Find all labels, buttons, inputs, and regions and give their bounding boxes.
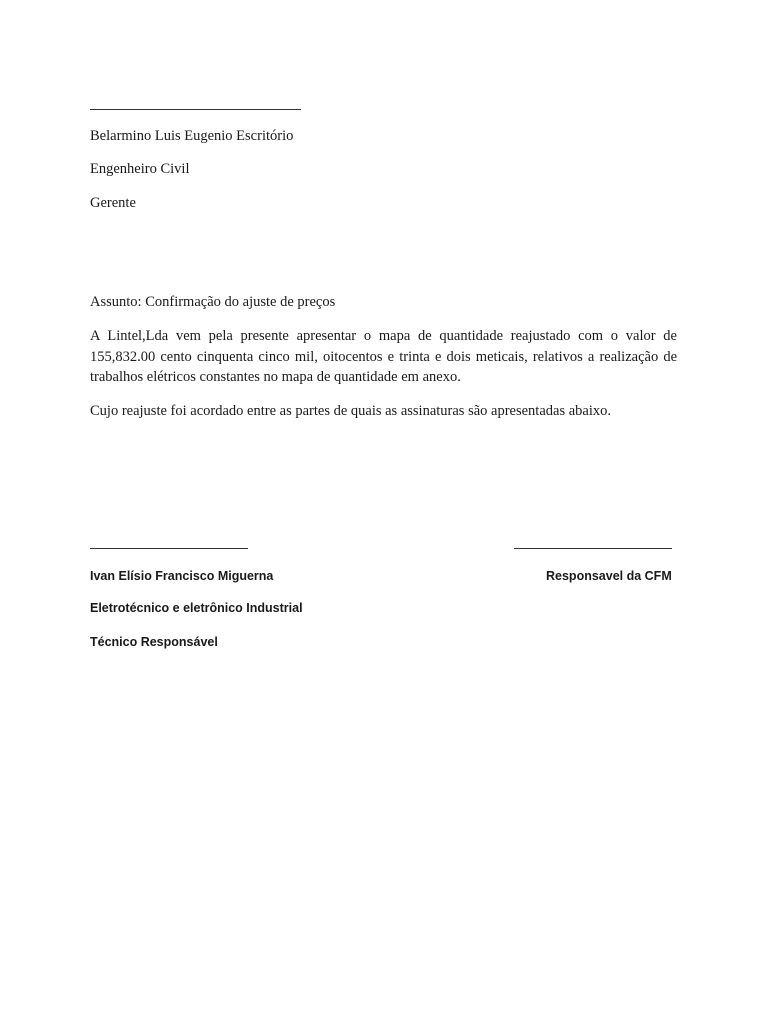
recipient-name: Belarmino Luis Eugenio Escritório	[90, 128, 294, 144]
right-signatory-name: Responsavel da CFM	[546, 569, 672, 583]
recipient-profession: Engenheiro Civil	[90, 161, 190, 177]
body-paragraph-2: Cujo reajuste foi acordado entre as partes de quais as assinaturas são apresentadas abaixo.	[90, 403, 612, 419]
right-signature-line	[514, 548, 672, 549]
body-paragraph-1: A Lintel,Lda vem pela presente apresentar o mapa de quantidade reajustado com o valor de 155,832.00 cento cinquenta cinco mil, oitocentos e trinta e dois meticais, relativos a realização de trabalhos elétricos constantes no mapa de quantidade em anexo.	[90, 328, 677, 385]
left-signatory-title: Técnico Responsável	[90, 635, 218, 649]
recipient-role: Gerente	[90, 195, 136, 211]
subject-line: Assunto: Confirmação do ajuste de preços	[90, 294, 336, 310]
left-signatory-name: Ivan Elísio Francisco Miguerna	[90, 569, 274, 583]
left-signature-line	[90, 548, 248, 549]
recipient-signature-line	[90, 109, 301, 110]
left-signatory-qualification: Eletrotécnico e eletrônico Industrial	[90, 601, 303, 615]
